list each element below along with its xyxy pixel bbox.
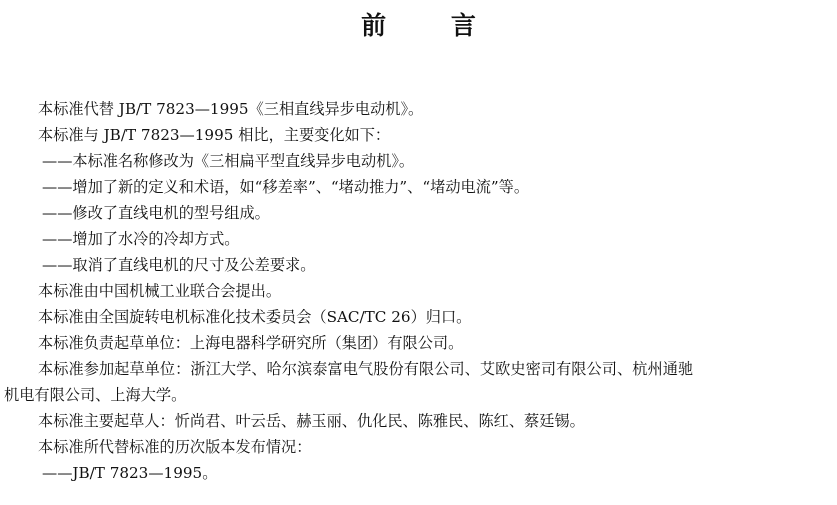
change-item-dimensions: ——取消了直线电机的尺寸及公差要求。	[42, 256, 316, 274]
paragraph-participating-drafters-continued: 机电有限公司、上海大学。	[4, 386, 187, 404]
change-item-definitions: ——增加了新的定义和术语，如“移差率”、“堵动推力”、“堵动电流”等。	[42, 178, 530, 196]
paragraph-committee: 本标准由全国旋转电机标准化技术委员会（SAC/TC 26）归口。	[38, 308, 472, 326]
paragraph-participating-drafters: 本标准参加起草单位：浙江大学、哈尔滨泰富电气股份有限公司、艾欧史密司有限公司、杭州通驰	[38, 360, 694, 378]
paragraph-proposer: 本标准由中国机械工业联合会提出。	[38, 282, 281, 300]
version-history-item: ——JB/T 7823—1995。	[42, 464, 218, 482]
document-body	[2, 96, 830, 486]
change-item-name: ——本标准名称修改为《三相扁平型直线异步电动机》。	[42, 152, 415, 170]
change-item-model: ——修改了直线电机的型号组成。	[42, 204, 270, 222]
paragraph-main-drafters: 本标准主要起草人：忻尚君、叶云岳、赫玉丽、仇化民、陈雅民、陈红、蔡廷锡。	[38, 412, 585, 430]
change-item-cooling: ——增加了水冷的冷却方式。	[42, 230, 240, 248]
document-title: 前 言	[361, 11, 504, 40]
paragraph-changes-intro: 本标准与 JB/T 7823—1995 相比，主要变化如下：	[38, 126, 391, 144]
paragraph-version-history: 本标准所代替标准的历次版本发布情况：	[38, 438, 312, 456]
paragraph-lead-drafter: 本标准负责起草单位：上海电器科学研究所（集团）有限公司。	[38, 334, 464, 352]
paragraph-replacement: 本标准代替 JB/T 7823—1995《三相直线异步电动机》。	[38, 100, 424, 118]
